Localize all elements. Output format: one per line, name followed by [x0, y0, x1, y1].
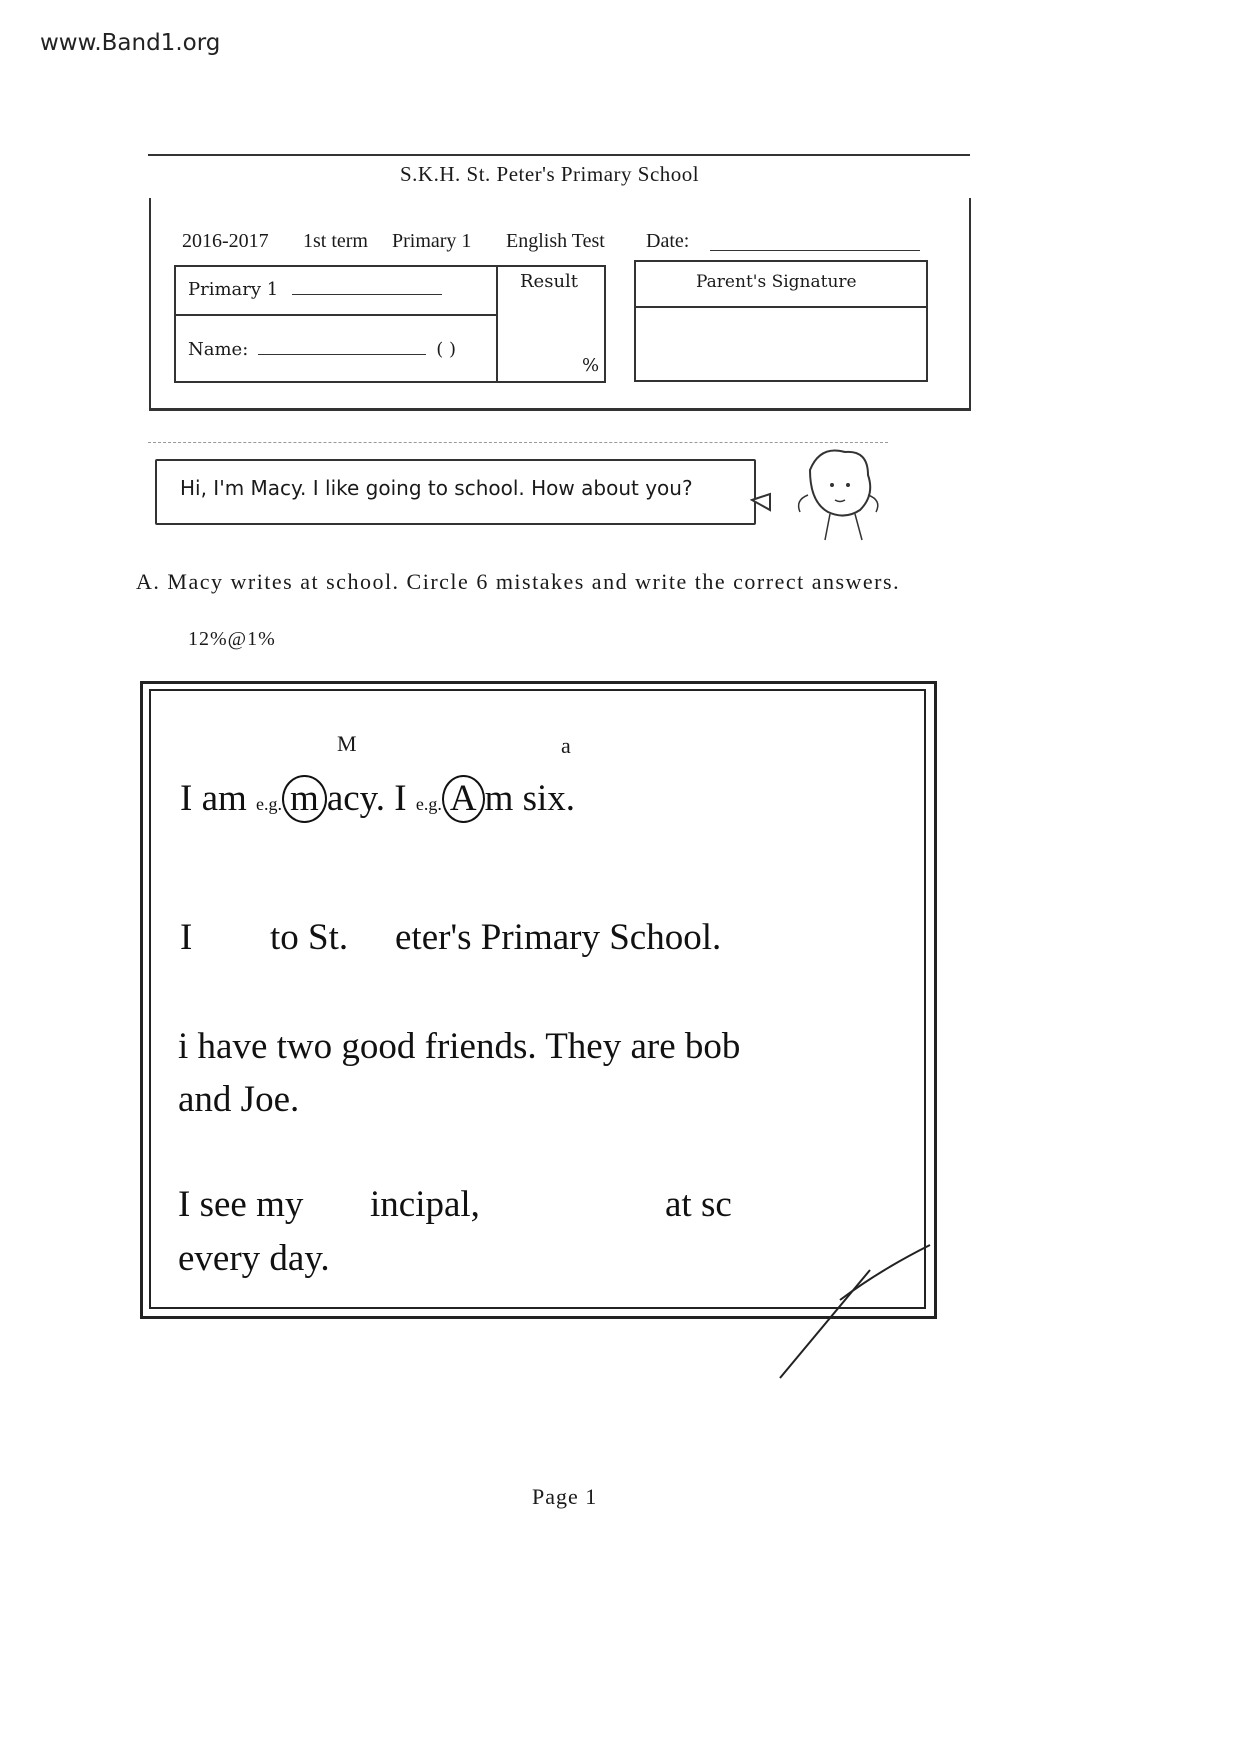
passage-line-2-end[interactable]: eter's Primary School. — [395, 917, 722, 958]
date-label: Date: — [646, 230, 690, 252]
header-top-rule — [148, 154, 970, 156]
level: Primary 1 — [392, 230, 472, 252]
site-url[interactable]: www.Band1.org — [40, 30, 221, 56]
passage-line-5-start[interactable]: I see my — [178, 1184, 304, 1225]
passage-text: acy. I — [326, 778, 407, 819]
example-answer-1: M — [337, 731, 357, 756]
passage-line-4[interactable]: and Joe. — [178, 1079, 300, 1120]
date-field[interactable] — [710, 250, 920, 251]
passage-line-5-mid[interactable]: incipal, — [370, 1184, 480, 1225]
class-label: Primary 1 — [188, 279, 279, 300]
passage-line-5-end[interactable]: at sc — [665, 1184, 732, 1225]
example-answer-2: a — [561, 733, 571, 758]
passage-text: I am — [180, 778, 247, 819]
school-year: 2016-2017 — [182, 230, 269, 252]
name-label: Name: — [188, 339, 249, 360]
school-name: S.K.H. St. Peter's Primary School — [400, 162, 700, 186]
passage-line-6[interactable]: every day. — [178, 1238, 330, 1279]
example-tag: e.g. — [256, 794, 283, 814]
name-field[interactable] — [258, 340, 426, 355]
student-info-box — [174, 265, 498, 383]
circled-mistake[interactable]: A — [442, 775, 485, 823]
signature-divider — [636, 306, 926, 308]
passage-line-1 — [180, 775, 575, 823]
passage-line-2-mid[interactable]: to St. — [270, 917, 349, 958]
page-curl-mark — [770, 1240, 940, 1390]
question-a-marks: 12%@1% — [188, 628, 276, 650]
term: 1st term — [303, 230, 368, 252]
percent-sign: % — [582, 355, 600, 376]
passage-line-2-start[interactable]: I — [180, 917, 193, 958]
circled-mistake[interactable]: m — [282, 775, 327, 823]
class-number-field[interactable]: ( ) — [436, 339, 457, 360]
page-number: Page 1 — [532, 1484, 598, 1509]
result-box — [494, 265, 606, 383]
passage-text: m six. — [484, 778, 576, 819]
result-label: Result — [520, 271, 579, 292]
example-tag: e.g. — [415, 794, 442, 814]
signature-label: Parent's Signature — [696, 272, 857, 292]
class-field[interactable] — [292, 280, 442, 295]
student-info-divider — [176, 314, 496, 316]
speech-bubble-text: Hi, I'm Macy. I like going to school. How about you? — [180, 476, 693, 500]
subject: English Test — [506, 230, 605, 252]
macy-illustration — [750, 440, 890, 550]
passage-line-3[interactable]: i have two good friends. They are bob — [178, 1026, 741, 1067]
question-a-instruction: A. Macy writes at school. Circle 6 mistakes and write the correct answers. — [136, 569, 901, 594]
signature-box — [634, 260, 928, 382]
